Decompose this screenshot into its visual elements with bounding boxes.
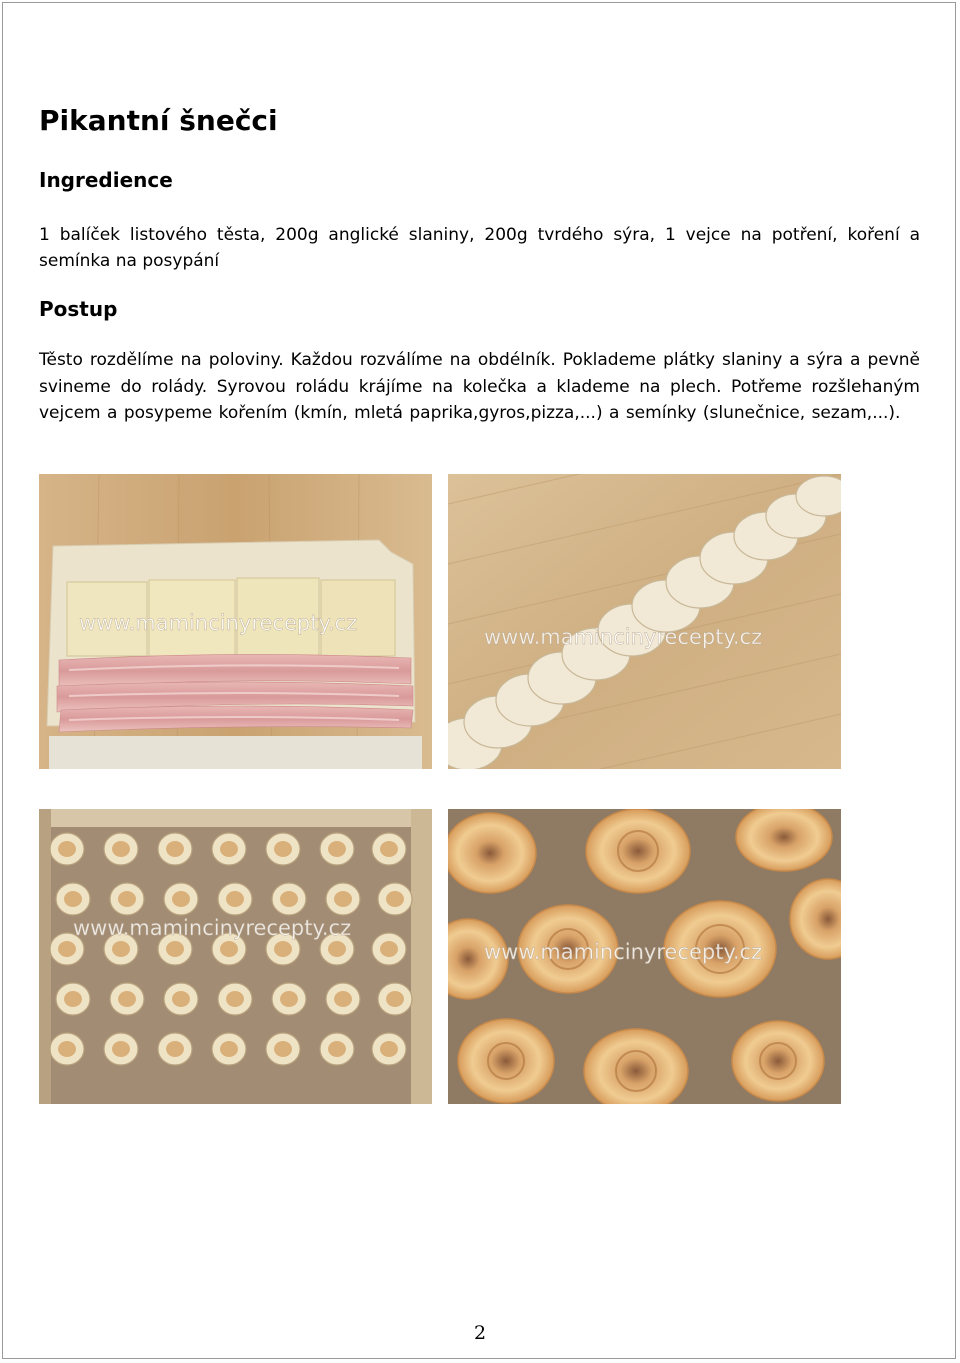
photo-watermark: www.mamincinyrecepty.cz [73,916,352,940]
page-number: 2 [473,1322,487,1344]
procedure-heading: Postup [39,297,118,321]
photo-watermark: www.mamincinyrecepty.cz [484,940,763,964]
photo-baked-snails [448,809,841,1104]
page-title: Pikantní šnečci [39,104,278,137]
photo-sliced-roll [448,474,841,769]
photo-watermark: www.mamincinyrecepty.cz [484,625,763,649]
photo-watermark: www.mamincinyrecepty.cz [79,611,358,635]
ingredients-text: 1 balíček listového těsta, 200g anglické slaniny, 200g tvrdého sýra, 1 vejce na potření, koření a semínka na posypání [39,225,920,271]
procedure-text: Těsto rozdělíme na poloviny. Každou rozválíme na obdélník. Poklademe plátky slaniny a sýra a pevně svineme do rolády. Syrovou roládu krájíme na kolečka a klademe na plech. Potřeme rozšlehaným vejcem a posypeme kořením (kmín, mletá paprika,gyros,pizza,...) a semínky (slunečnice, sezam,...). [39,350,920,423]
photo-dough-with-bacon [39,474,432,769]
ingredients-heading: Ingredience [39,168,173,192]
photo-baking-tray [39,809,432,1104]
